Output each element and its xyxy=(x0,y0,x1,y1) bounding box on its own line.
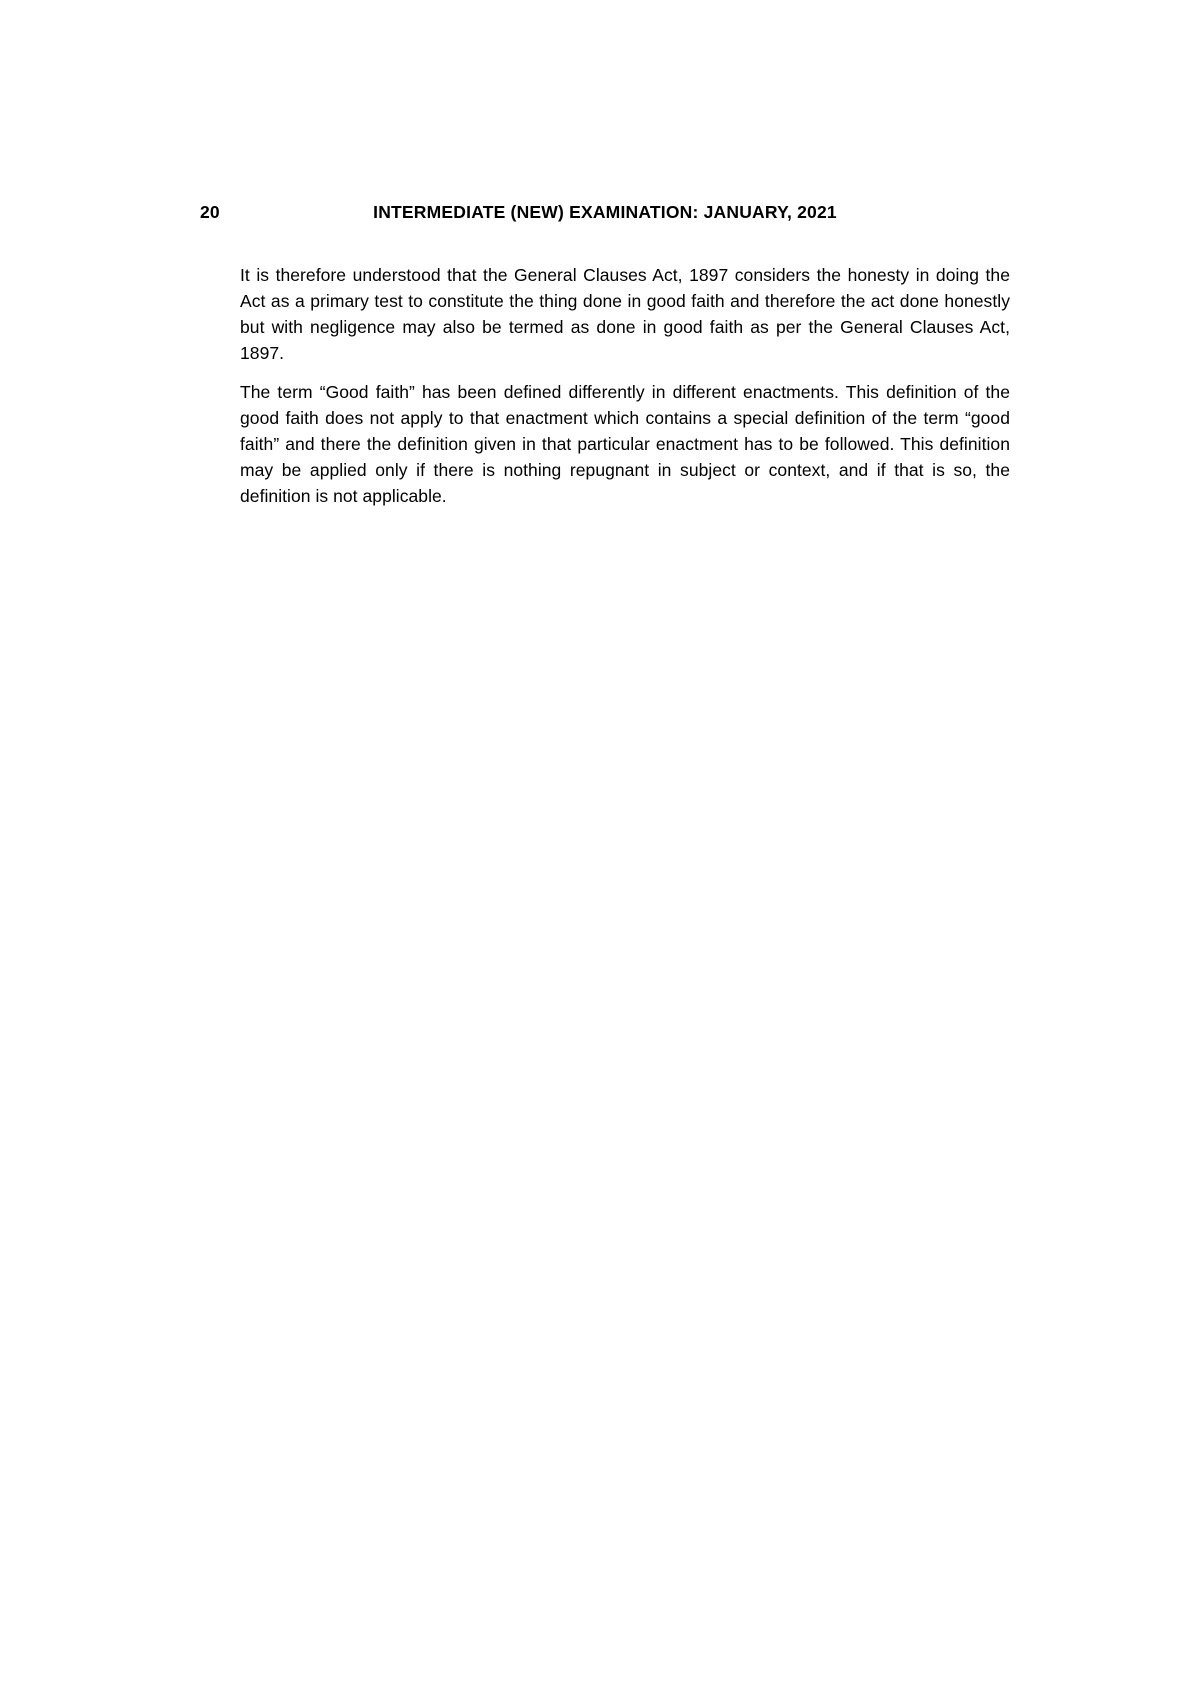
page-header xyxy=(200,202,1010,226)
paragraph-good-faith-definition: The term “Good faith” has been defined differently in different enactments. This definition of the good faith does not apply to that enactment which contains a special definition of the term “good faith” and there the definition given in that particular enactment has to be followed. This definition may be applied only if there is nothing repugnant in subject or context, and if that is so, the definition is not applicable. xyxy=(240,382,1010,506)
paragraph-good-faith-general-clauses: It is therefore understood that the General Clauses Act, 1897 considers the honesty in doing the Act as a primary test to constitute the thing done in good faith and therefore the act done honestly but with negligence may also be termed as done in good faith as per the General Clauses Act, 1897. xyxy=(240,265,1010,363)
page-title: INTERMEDIATE (NEW) EXAMINATION: JANUARY, 2021 xyxy=(373,202,837,222)
body-content xyxy=(240,262,1010,522)
page-number: 20 xyxy=(200,202,220,222)
